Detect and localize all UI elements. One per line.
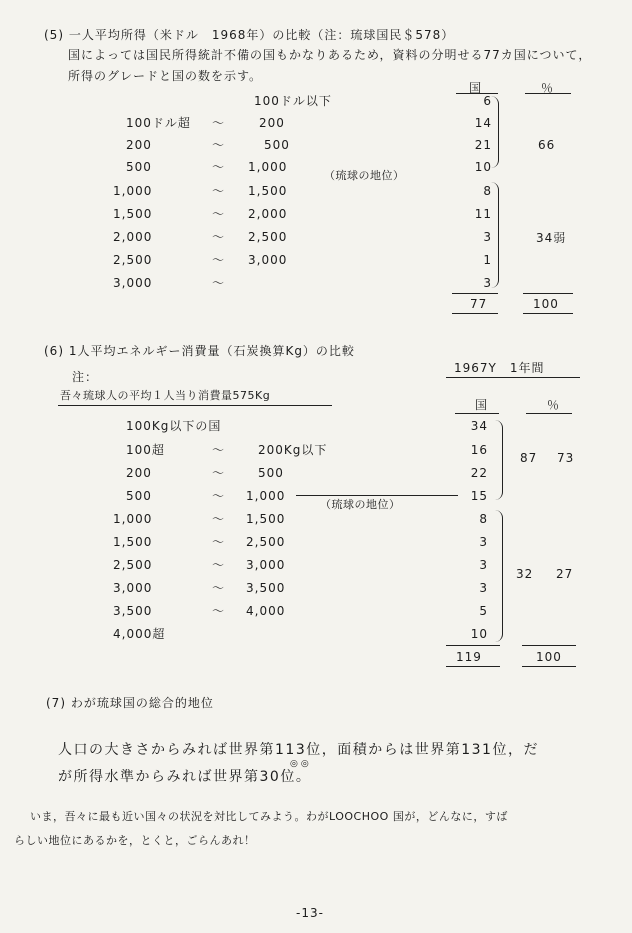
s6-row-10-lo: 4,000超 — [113, 627, 166, 641]
s7-emphasis-marks: ◎◎ — [290, 759, 312, 769]
s6-row-5-count: 8 — [479, 512, 488, 526]
s6-note-underline — [58, 405, 332, 406]
s5-row-3-count: 21 — [474, 138, 492, 152]
s5-brace-lower — [490, 182, 499, 288]
s5-total-count: 77 — [470, 297, 488, 311]
s6-row-10-count: 10 — [470, 627, 488, 641]
s6-total-underline-country — [446, 666, 500, 667]
s5-row-1-hi: 100ドル以下 — [254, 94, 332, 108]
s5-row-6-count: 11 — [474, 207, 492, 221]
s5-position-label: （琉球の地位） — [324, 169, 405, 182]
s6-total-rule-country — [446, 645, 500, 646]
closing-line1: いま，吾々に最も近い国々の状況を対比してみよう。わがLOOCHOO 国が，どんなに，すば — [30, 810, 508, 823]
s5-row-2-tilde: 〜 — [212, 116, 226, 130]
s6-row-9-tilde: 〜 — [212, 604, 226, 618]
s6-row-9-lo: 3,500 — [113, 604, 153, 618]
s6-row-7-tilde: 〜 — [212, 558, 226, 572]
s5-total-rule-pct — [523, 293, 573, 294]
s5-row-5-tilde: 〜 — [212, 184, 226, 198]
s6-position-label: （琉球の地位） — [320, 498, 401, 511]
s5-brace-upper — [490, 96, 499, 168]
s5-row-9-lo: 3,000 — [113, 276, 153, 290]
s5-row-8-hi: 3,000 — [248, 253, 288, 267]
s6-lower-b: 27 — [556, 567, 574, 581]
closing-line2: らしい地位にあるかを，とくと，ごらんあれ！ — [14, 834, 256, 847]
s6-row-4-hi: 1,000 — [246, 489, 286, 503]
s6-total-underline-pct — [522, 666, 576, 667]
s5-row-8-lo: 2,500 — [113, 253, 153, 267]
s6-row-4-count: 15 — [470, 489, 488, 503]
s6-lower-a: 32 — [516, 567, 534, 581]
s6-row-3-tilde: 〜 — [212, 466, 226, 480]
s5-row-6-tilde: 〜 — [212, 207, 226, 221]
s5-col-country: 国 — [469, 81, 483, 95]
page-number: -13- — [296, 906, 324, 920]
s6-row-2-hi: 200Kg以下 — [258, 443, 328, 457]
s5-row-3-lo: 200 — [126, 138, 152, 152]
s6-upper-a: 87 — [520, 451, 538, 465]
s5-header-rule-pct — [525, 93, 571, 94]
s5-col-pct: ％ — [541, 81, 555, 95]
s6-total-pct: 100 — [536, 650, 562, 664]
s6-row-9-hi: 4,000 — [246, 604, 286, 618]
s5-total-underline-pct — [523, 313, 573, 314]
s6-period-rule — [446, 377, 580, 378]
s5-row-4-hi: 1,000 — [248, 160, 288, 174]
s6-row-3-lo: 200 — [126, 466, 152, 480]
s5-row-1-count: 6 — [483, 94, 492, 108]
s6-row-6-hi: 2,500 — [246, 535, 286, 549]
s5-row-7-tilde: 〜 — [212, 230, 226, 244]
s6-total-count: 119 — [456, 650, 482, 664]
s6-row-7-lo: 2,500 — [113, 558, 153, 572]
s5-row-3-hi: 500 — [264, 138, 290, 152]
s6-row-8-hi: 3,500 — [246, 581, 286, 595]
s6-row-2-lo: 100超 — [126, 443, 165, 457]
s7-heading: (7) わが琉球国の総合的地位 — [46, 696, 214, 710]
s5-row-7-hi: 2,500 — [248, 230, 288, 244]
s5-row-2-lo: 100ドル超 — [126, 116, 191, 130]
s6-row-7-count: 3 — [479, 558, 488, 572]
s5-row-6-lo: 1,500 — [113, 207, 153, 221]
s5-row-2-count: 14 — [474, 116, 492, 130]
s6-header-rule-pct — [526, 413, 572, 414]
s5-row-9-tilde: 〜 — [212, 276, 226, 290]
s5-pct-lower: 34弱 — [536, 231, 567, 245]
s5-description-line1: 国によっては国民所得統計不備の国もかなりあるため，資料の分明せる77カ国について， — [68, 48, 592, 62]
s5-row-5-count: 8 — [483, 184, 492, 198]
s6-row-5-tilde: 〜 — [212, 512, 226, 526]
s6-period: 1967Y 1年間 — [454, 361, 545, 375]
s6-row-8-lo: 3,000 — [113, 581, 153, 595]
s6-row-4-lo: 500 — [126, 489, 152, 503]
s6-upper-b: 73 — [557, 451, 575, 465]
s5-row-8-count: 1 — [483, 253, 492, 267]
s5-pct-upper: 66 — [538, 138, 556, 152]
s5-row-4-count: 10 — [474, 160, 492, 174]
s6-row-3-hi: 500 — [258, 466, 284, 480]
s6-note: 吾々琉球人の平均１人当り消費量575Kg — [60, 389, 271, 402]
s5-row-6-hi: 2,000 — [248, 207, 288, 221]
s6-row-8-tilde: 〜 — [212, 581, 226, 595]
s5-row-2-hi: 200 — [259, 116, 285, 130]
s6-row-1-lo: 100Kg以下の国 — [126, 419, 222, 433]
s6-brace-upper — [494, 420, 503, 500]
s5-total-pct: 100 — [533, 297, 559, 311]
s6-row-9-count: 5 — [479, 604, 488, 618]
s6-row-3-count: 22 — [470, 466, 488, 480]
s6-row-2-count: 16 — [470, 443, 488, 457]
s5-row-5-hi: 1,500 — [248, 184, 288, 198]
s5-row-8-tilde: 〜 — [212, 253, 226, 267]
s5-row-3-tilde: 〜 — [212, 138, 226, 152]
s6-position-leader-line — [296, 495, 458, 496]
s5-row-4-lo: 500 — [126, 160, 152, 174]
s5-row-7-count: 3 — [483, 230, 492, 244]
s6-note-label: 注： — [72, 370, 99, 384]
s5-total-underline-country — [452, 313, 498, 314]
s7-line2: が所得水準からみれば世界第30位。 — [58, 769, 312, 785]
s6-header-rule-country — [455, 413, 499, 414]
s6-brace-lower — [494, 510, 503, 642]
s6-row-7-hi: 3,000 — [246, 558, 286, 572]
s5-row-9-count: 3 — [483, 276, 492, 290]
s6-row-6-tilde: 〜 — [212, 535, 226, 549]
s6-row-6-count: 3 — [479, 535, 488, 549]
s5-total-rule-country — [452, 293, 498, 294]
s5-description-line2: 所得のグレードと国の数を示す。 — [68, 69, 263, 83]
s6-row-6-lo: 1,500 — [113, 535, 153, 549]
s6-row-5-lo: 1,000 — [113, 512, 153, 526]
s6-total-rule-pct — [522, 645, 576, 646]
s5-heading: (5) 一人平均所得（米ドル 1968年）の比較（注：琉球国民＄578） — [44, 28, 455, 42]
s6-row-8-count: 3 — [479, 581, 488, 595]
s6-row-5-hi: 1,500 — [246, 512, 286, 526]
s6-col-pct: ％ — [547, 398, 561, 412]
s6-row-4-tilde: 〜 — [212, 489, 226, 503]
s6-row-2-tilde: 〜 — [212, 443, 226, 457]
s7-line1: 人口の大きさからみれば世界第113位，面積からは世界第131位，だ — [58, 742, 539, 758]
s6-heading: (6) 1人平均エネルギー消費量（石炭換算Kg）の比較 — [44, 344, 355, 358]
s5-row-7-lo: 2,000 — [113, 230, 153, 244]
s6-col-country: 国 — [475, 398, 489, 412]
s5-row-4-tilde: 〜 — [212, 160, 226, 174]
s5-row-5-lo: 1,000 — [113, 184, 153, 198]
s6-row-1-count: 34 — [470, 419, 488, 433]
